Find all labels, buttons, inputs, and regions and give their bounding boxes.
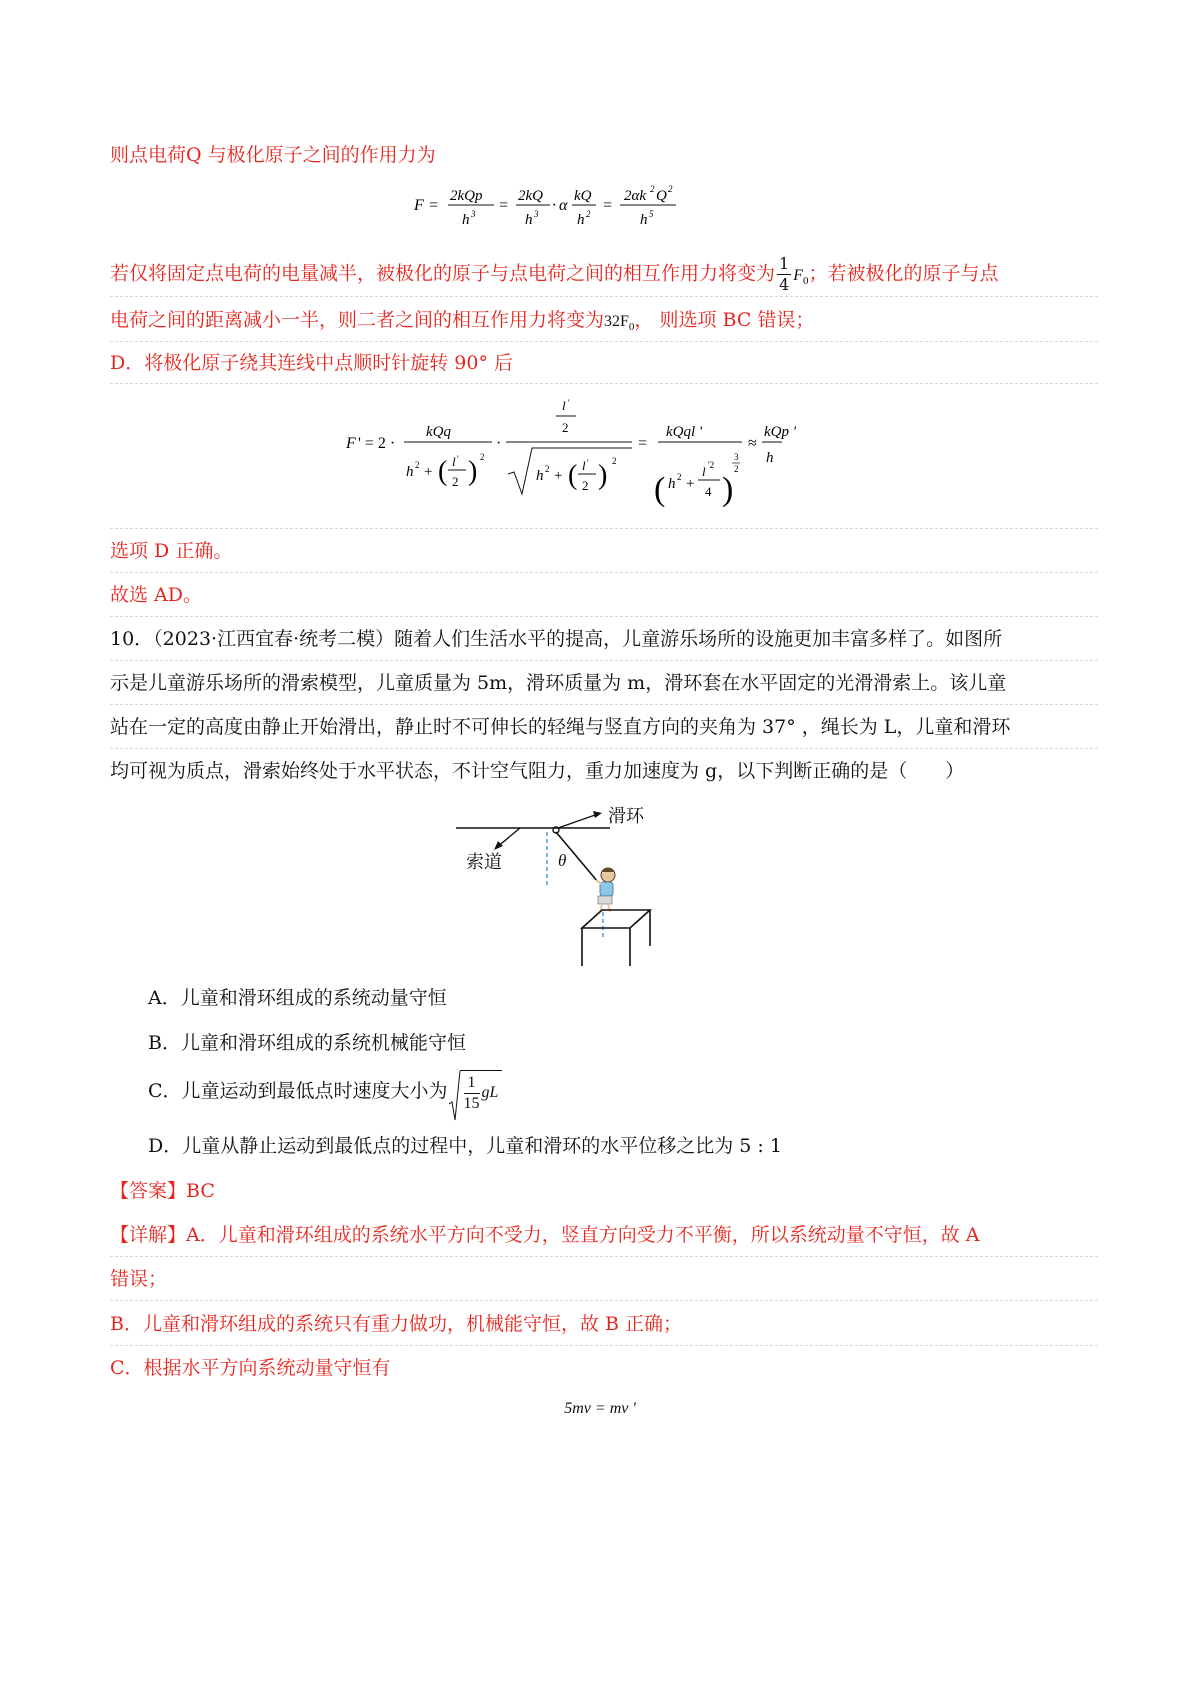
solution-line-half-distance: [110, 307, 814, 340]
label-ring: 滑环: [608, 806, 644, 827]
svg-text:kQ: kQ: [574, 188, 592, 204]
svg-text:kQp ': kQp ': [764, 424, 796, 440]
option-c[interactable]: [148, 1070, 502, 1114]
svg-text:≈: ≈: [748, 435, 757, 452]
svg-text:h: h: [525, 212, 533, 228]
svg-text:4: 4: [705, 484, 712, 499]
fraction-den: 4: [779, 275, 790, 294]
sqrt-sign: [448, 1070, 460, 1122]
svg-text:': ': [587, 458, 589, 468]
svg-text:α: α: [559, 197, 568, 214]
svg-text:'2: '2: [708, 460, 715, 470]
solution-line-d-correct: 选项 D 正确。: [110, 540, 233, 562]
svg-text:2αk: 2αk: [624, 188, 647, 204]
f0-symbol: [793, 266, 809, 287]
svg-text:F: F: [414, 197, 424, 214]
svg-text:·: ·: [552, 197, 556, 214]
svg-text:h: h: [406, 464, 414, 480]
svg-text:l: l: [562, 398, 566, 413]
formula-rotated-svg: [342, 396, 796, 520]
fraction-quarter: [777, 254, 791, 295]
svg-text:3: 3: [734, 452, 739, 462]
solution-line-rotate: D．将极化原子绕其连线中点顺时针旋转 90° 后: [110, 352, 513, 374]
svg-text:2: 2: [734, 464, 739, 474]
option-c-den: 15: [463, 1095, 480, 1112]
formula-force-svg: [412, 180, 702, 232]
svg-text:' = 2 ·: ' = 2 ·: [358, 435, 396, 452]
fraction-num: 1: [779, 254, 790, 273]
svg-text:(: (: [654, 471, 666, 508]
svg-text:l: l: [702, 464, 706, 479]
svg-text:l: l: [582, 458, 586, 473]
svg-text:5: 5: [649, 209, 654, 219]
f0-letter: F: [793, 266, 803, 284]
svg-text:): ): [722, 471, 734, 508]
svg-text:2: 2: [452, 474, 459, 489]
svg-text:kQql ': kQql ': [666, 424, 703, 440]
svg-text:2kQp: 2kQp: [450, 188, 483, 204]
svg-text:h: h: [577, 212, 585, 228]
formula-force: [412, 180, 702, 237]
svg-text:+: +: [554, 468, 563, 484]
svg-text:2: 2: [480, 452, 485, 462]
svg-text:2: 2: [650, 184, 655, 194]
svg-text:3: 3: [534, 209, 539, 219]
svg-text:F: F: [346, 435, 356, 452]
solution-line-half-charge: [110, 254, 999, 295]
svg-text:2: 2: [415, 460, 420, 470]
detail-line-4: C．根据水平方向系统动量守恒有: [110, 1357, 391, 1379]
svg-text:l: l: [452, 454, 456, 469]
svg-text:h: h: [536, 468, 544, 484]
half-distance-text: 电荷之间的距离减小一半，则二者之间的相互作用力将变为: [110, 309, 605, 331]
question-line-2: 示是儿童游乐场所的滑索模型，儿童质量为 5m，滑环质量为 m，滑环套在水平固定的光滑滑索上。该儿童: [110, 672, 1007, 694]
option-a[interactable]: A．儿童和滑环组成的系统动量守恒: [148, 987, 447, 1009]
svg-text:=: =: [498, 197, 509, 214]
value-32f: 32F: [604, 313, 629, 330]
svg-text:2: 2: [668, 184, 673, 194]
solution-line-choose-ad: 故选 AD。: [110, 584, 202, 606]
svg-text:h: h: [640, 212, 648, 228]
svg-text:2: 2: [562, 420, 569, 435]
svg-text:h: h: [668, 476, 676, 492]
svg-text:': ': [457, 454, 459, 464]
svg-text:2: 2: [586, 209, 591, 219]
option-c-num: 1: [464, 1073, 480, 1094]
svg-text:2: 2: [582, 478, 589, 493]
detail-line-2: 错误；: [110, 1268, 168, 1290]
question-line-1: 10．（2023·江西宜春·统考二模）随着人们生活水平的提高，儿童游乐场所的设施更加丰富多样了。如图所: [110, 628, 1003, 650]
svg-text:): ): [598, 460, 608, 491]
svg-text:2: 2: [545, 464, 550, 474]
value-sub: 0: [628, 321, 635, 334]
svg-text:2: 2: [677, 472, 682, 482]
svg-text:h: h: [766, 450, 774, 466]
svg-text:': ': [568, 398, 570, 408]
svg-text:+: +: [424, 464, 433, 480]
svg-text:h: h: [462, 212, 470, 228]
svg-text:+: +: [686, 476, 695, 492]
option-c-gl: gL: [481, 1084, 499, 1102]
label-track: 索道: [466, 852, 502, 873]
option-b[interactable]: B．儿童和滑环组成的系统机械能守恒: [148, 1032, 466, 1054]
svg-text:=: =: [602, 197, 613, 214]
solution-line-force-intro: 则点电荷Q 与极化原子之间的作用力为: [110, 144, 436, 166]
question-line-3: 站在一定的高度由静止开始滑出，静止时不可伸长的轻绳与竖直方向的夹角为 37° ，绳长为 L，儿童和滑环: [110, 716, 1011, 738]
svg-text:(: (: [568, 460, 578, 491]
formula-rotated-force: [342, 396, 796, 524]
option-c-text: C．儿童运动到最低点时速度大小为: [148, 1080, 448, 1102]
answer-label: 【答案】BC: [110, 1180, 215, 1202]
option-d[interactable]: D．儿童从静止运动到最低点的过程中，儿童和滑环的水平位移之比为 5 : 1: [148, 1135, 782, 1157]
zipline-diagram: [450, 800, 670, 970]
f0-sub: 0: [802, 274, 809, 287]
svg-text:·: ·: [496, 435, 502, 452]
value-32f0: [604, 313, 635, 334]
svg-text:=: =: [428, 197, 439, 214]
svg-text:kQq: kQq: [426, 424, 451, 440]
question-line-4: 均可视为质点，滑索始终处于水平状态，不计空气阻力，重力加速度为 g，以下判断正确的是（ ）: [110, 760, 965, 782]
half-distance-tail: ， 则选项 BC 错误；: [634, 309, 815, 331]
svg-text:Q: Q: [656, 188, 667, 204]
svg-text:=: =: [638, 435, 648, 452]
half-charge-text: 若仅将固定点电荷的电量减半，被极化的原子与点电荷之间的相互作用力将变为: [110, 262, 776, 285]
svg-text:3: 3: [471, 209, 476, 219]
half-charge-text-tail: ；若被极化的原子与点: [808, 262, 999, 285]
formula-momentum: 5mv = mv ': [564, 1400, 636, 1417]
svg-text:): ): [468, 456, 478, 487]
option-c-sqrt: [448, 1070, 503, 1114]
detail-line-3: B．儿童和滑环组成的系统只有重力做功，机械能守恒，故 B 正确；: [110, 1313, 683, 1335]
detail-line-1: 【详解】A．儿童和滑环组成的系统水平方向不受力，竖直方向受力不平衡，所以系统动量不守恒，故 A: [110, 1224, 980, 1246]
svg-text:2kQ: 2kQ: [518, 188, 543, 204]
svg-text:2: 2: [612, 456, 617, 466]
svg-text:(: (: [438, 456, 448, 487]
label-theta: θ: [558, 851, 567, 870]
zipline-figure: [450, 800, 670, 970]
